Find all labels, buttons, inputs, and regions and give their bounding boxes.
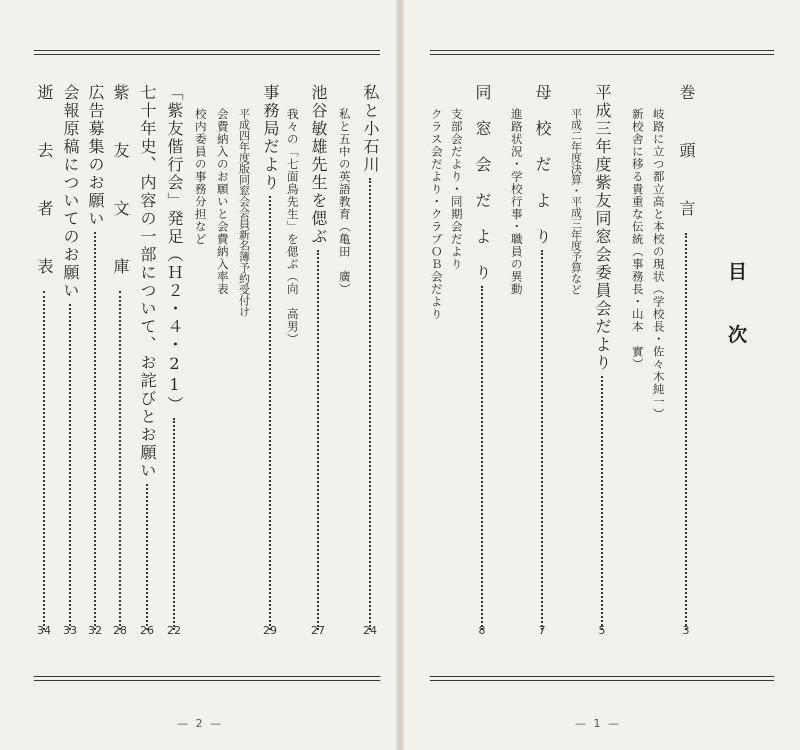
toc-entry <box>360 84 380 644</box>
dot-leader <box>317 250 319 630</box>
toc-subentry-title: 支部会だより・同期会だより <box>449 108 464 271</box>
dot-leader <box>173 418 175 630</box>
bottom-rule-right <box>430 676 774 677</box>
bottom-rule-left-2 <box>34 680 380 681</box>
toc-entry-title: 逝 去 者 表 <box>35 84 54 287</box>
page-number: 8 <box>478 624 486 637</box>
toc-subentry-title: 校内委員の事務分担など <box>193 108 208 246</box>
toc-entry-title: 紫 友 文 庫 <box>111 84 130 287</box>
toc-entry <box>164 84 184 644</box>
toc-title-first: 目 <box>728 261 748 283</box>
toc-subentry <box>629 108 645 668</box>
page-number: 34 <box>37 624 51 637</box>
toc-entry <box>85 84 105 644</box>
toc-entry <box>110 84 130 644</box>
page-number: 3 <box>682 624 690 637</box>
top-rule-right <box>430 50 774 51</box>
toc-entry-title: 母 校 だ よ り <box>533 84 552 246</box>
bottom-rule-right-2 <box>430 680 774 681</box>
toc-subentry-title: 平成二年度決算・平成三年度予算など <box>569 108 583 295</box>
toc-entry <box>60 84 80 644</box>
toc-subentry-title: 我々の「七面鳥先生」を偲ぶ（向 高男） <box>285 108 300 346</box>
toc-subentry-title: 平成四年度版同窓会会員新名簿予約受付け <box>237 108 251 317</box>
page-number: 27 <box>311 624 325 637</box>
toc-title-second: 次 <box>728 324 748 346</box>
top-rule-left <box>34 50 380 51</box>
page-number: 24 <box>363 624 377 637</box>
toc-entry-title: 巻 頭 言 <box>677 84 696 229</box>
toc-entry-title: 七十年史、内容の一部について、お詫びとお願い <box>138 84 157 480</box>
toc-subentry <box>284 108 300 668</box>
toc-subentry-title: クラス会だより・クラブＯＢ会だより <box>429 108 444 321</box>
toc-subentry <box>192 108 208 668</box>
dot-leader <box>685 233 687 630</box>
toc-entry-title: 私と小石川 <box>361 84 380 174</box>
dot-leader <box>601 376 603 630</box>
toc-subentry-title: 会費納入のお願いと会費納入率表 <box>215 108 230 296</box>
book-gutter <box>396 0 404 750</box>
toc-subentry <box>214 108 230 668</box>
toc-subentry-title: 私と五中の英語教育（亀田 廣） <box>337 108 352 296</box>
top-rule-left-2 <box>34 54 380 55</box>
dot-leader <box>541 250 543 630</box>
dot-leader <box>146 484 148 630</box>
toc-entry-title: 広告募集のお願い <box>86 84 105 228</box>
page-number: 5 <box>598 624 606 637</box>
folio-page-2: — 2 — <box>177 717 223 730</box>
dot-leader <box>94 232 96 630</box>
page-number: 7 <box>538 624 546 637</box>
toc-entry <box>308 84 328 644</box>
top-rule-right-2 <box>430 54 774 55</box>
toc-subentry-title: 新校舎に移る貴重な伝統（事務長・山本 實） <box>630 108 645 371</box>
toc-entry-title: 平成三年度紫友同窓会委員会だより <box>593 84 612 372</box>
dot-leader <box>369 178 371 630</box>
toc-entry <box>592 84 612 644</box>
page-number: 32 <box>88 624 102 637</box>
toc-entry <box>34 84 54 644</box>
toc-entry-title: 同 窓 会 だ よ り <box>473 84 492 282</box>
folio-page-1: — 1 — <box>575 717 621 730</box>
toc-entry-title: 池谷敏雄先生を偲ぶ <box>309 84 328 246</box>
page-number: 26 <box>140 624 154 637</box>
toc-entry-title: 「紫友偕行会」発足（Ｈ２・４・21） <box>165 84 184 414</box>
dot-leader <box>269 196 271 630</box>
toc-subentry-title: 進路状況・学校行事・職員の異動 <box>509 108 524 296</box>
toc-subentry-title: 岐路に立つ都立高と本校の現状（学校長・佐々木純一） <box>651 108 666 421</box>
toc-subentry <box>428 108 444 668</box>
toc-entry-title: 会報原稿についてのお願い <box>61 84 80 300</box>
page-number: 28 <box>113 624 127 637</box>
toc-subentry <box>650 108 666 668</box>
dot-leader <box>119 291 121 630</box>
toc-subentry <box>336 108 352 668</box>
toc-subentry <box>508 108 524 668</box>
page-number: 33 <box>63 624 77 637</box>
dot-leader <box>69 304 71 630</box>
toc-entry <box>676 84 696 644</box>
page-number: 29 <box>263 624 277 637</box>
page-number: 22 <box>167 624 181 637</box>
toc-subentry <box>448 108 464 668</box>
bottom-rule-left <box>34 676 380 677</box>
toc-entry <box>532 84 552 644</box>
toc-entry <box>472 84 492 644</box>
toc-entry-title: 事務局だより <box>261 84 280 192</box>
toc-subentry <box>236 108 252 668</box>
toc-subentry <box>568 108 584 668</box>
toc-entry <box>260 84 280 644</box>
dot-leader <box>481 286 483 630</box>
toc-entry <box>137 84 157 644</box>
dot-leader <box>43 291 45 630</box>
